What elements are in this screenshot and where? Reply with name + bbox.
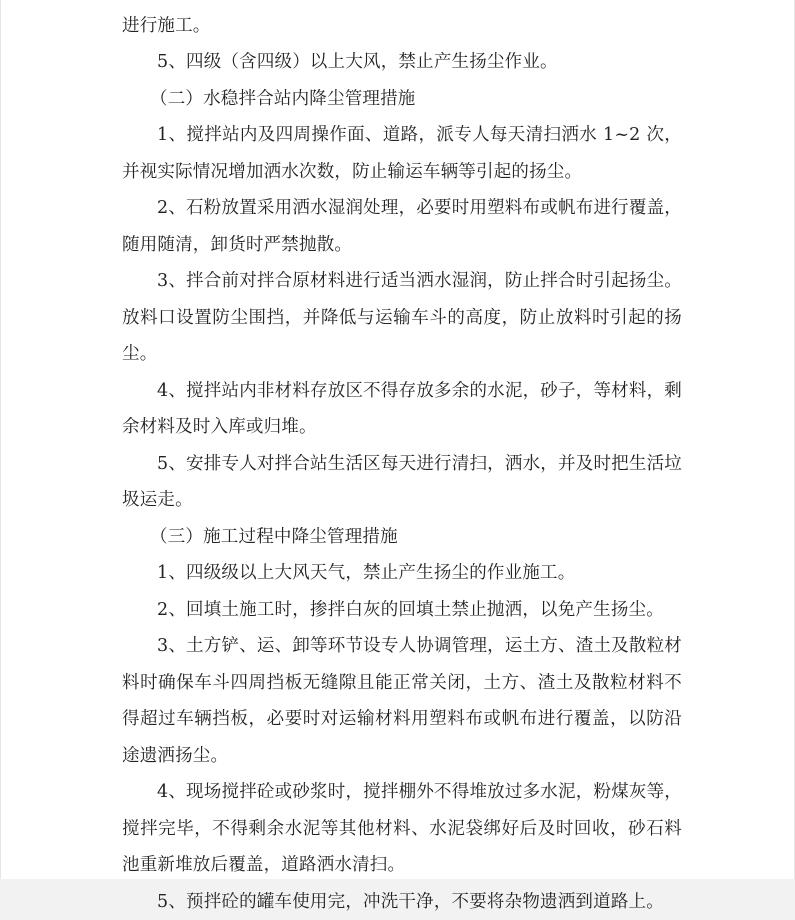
document-body xyxy=(122,0,682,920)
paragraph-item: 4、搅拌站内非材料存放区不得存放多余的水泥，砂子，等材料，剩余材料及时入库或归堆。 xyxy=(122,373,682,446)
paragraph-item: 5、安排专人对拌合站生活区每天进行清扫，洒水，并及时把生活垃圾运走。 xyxy=(122,446,682,519)
paragraph-item: 1、搅拌站内及四周操作面、道路，派专人每天清扫洒水 1~2 次，并视实际情况增加洒水次数，防止输运车辆等引起的扬尘。 xyxy=(122,117,682,190)
paragraph-item: 2、石粉放置采用洒水湿润处理，必要时用塑料布或帆布进行覆盖，随用随清，卸货时严禁抛散。 xyxy=(122,190,682,263)
paragraph-item: 5、预拌砼的罐车使用完，冲洗干净，不要将杂物遗洒到道路上。 xyxy=(122,884,682,920)
paragraph-item: 4、现场搅拌砼或砂浆时，搅拌棚外不得堆放过多水泥，粉煤灰等，搅拌完毕，不得剩余水泥等其他材料、水泥袋绑好后及时回收，砂石料池重新堆放后覆盖，道路洒水清扫。 xyxy=(122,774,682,884)
cut-off-line: 进行施工。 xyxy=(122,0,682,44)
paragraph-item: 2、回填土施工时，掺拌白灰的回填土禁止抛洒，以免产生扬尘。 xyxy=(122,592,682,629)
section-heading: （二）水稳拌合站内降尘管理措施 xyxy=(122,81,682,118)
paragraph-item: 3、土方铲、运、卸等环节设专人协调管理，运土方、渣土及散粒材料时确保车斗四周挡板无缝隙且能正常关闭，土方、渣土及散粒材料不得超过车辆挡板，必要时对运输材料用塑料布或帆布进行覆盖，以防沿途遗洒扬尘。 xyxy=(122,628,682,774)
section-heading: （三）施工过程中降尘管理措施 xyxy=(122,519,682,556)
paragraph-item: 5、四级（含四级）以上大风，禁止产生扬尘作业。 xyxy=(122,44,682,81)
paragraph-item: 3、拌合前对拌合原材料进行适当洒水湿润，防止拌合时引起扬尘。放料口设置防尘围挡，并降低与运输车斗的高度，防止放料时引起的扬尘。 xyxy=(122,263,682,373)
paragraph-item: 1、四级级以上大风天气，禁止产生扬尘的作业施工。 xyxy=(122,555,682,592)
